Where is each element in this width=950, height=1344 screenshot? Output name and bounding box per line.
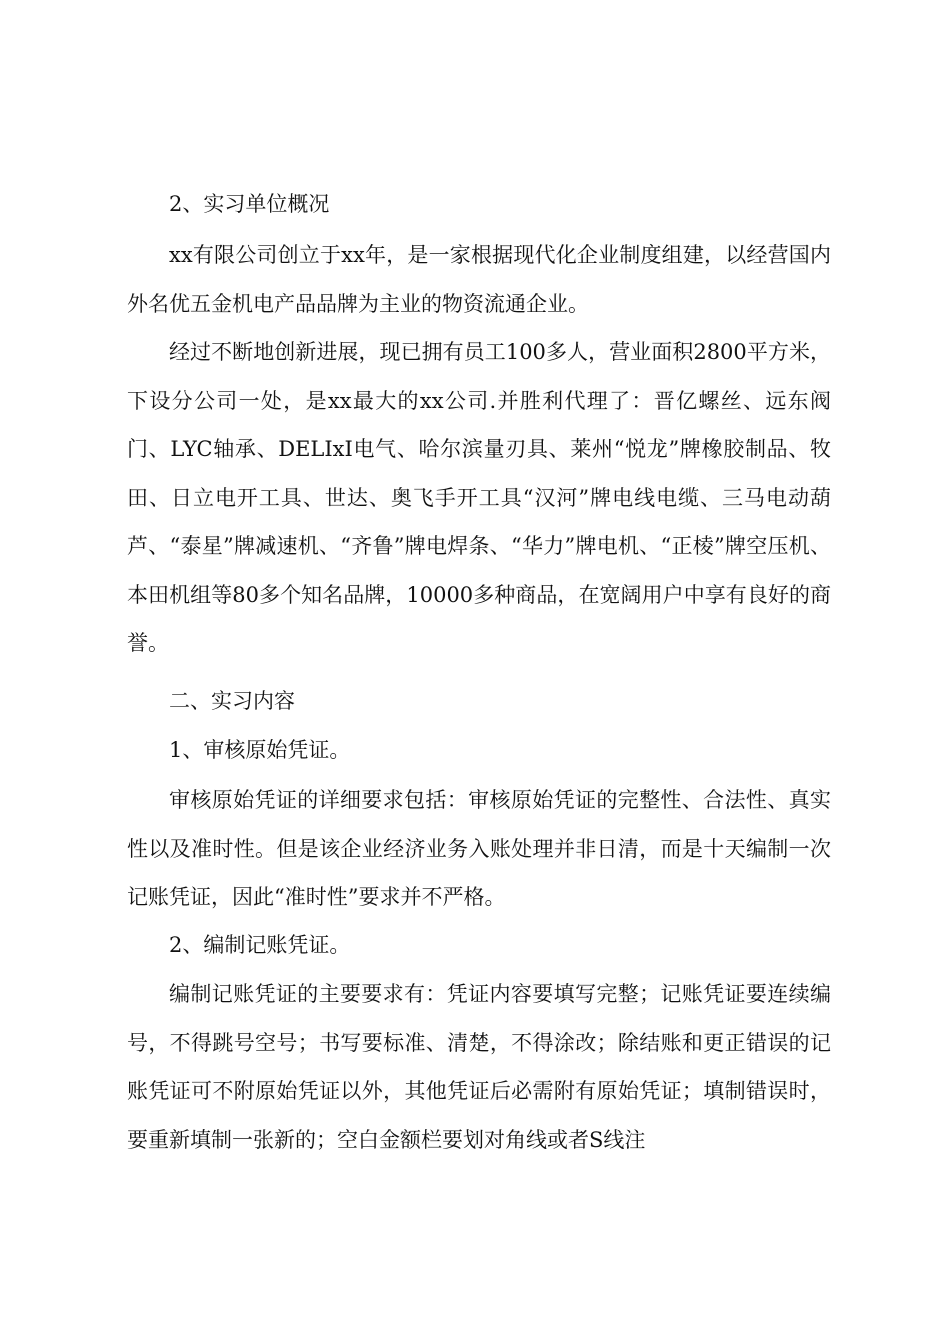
subheading-review-vouchers: 1、审核原始凭证。: [169, 738, 351, 762]
paragraph-company-intro: xx有限公司创立于xx年，是一家根据现代化企业制度组建，以经营国内外名优五金机电产品品牌为主业的物资流通企业。: [127, 243, 831, 316]
paragraph-review-requirements: 审核原始凭证的详细要求包括：审核原始凭证的完整性、合法性、真实性以及准时性。但是该企业经济业务入账处理并非日清，而是十天编制一次记账凭证，因此“准时性”要求并不严格。: [127, 788, 831, 909]
section-heading-unit-overview: 2、实习单位概况: [169, 192, 330, 216]
paragraph-company-development: 经过不断地创新进展，现已拥有员工100多人，营业面积2800平方米，下设分公司一处，是xx最大的xx公司.并胜利代理了：晋亿螺丝、远东阀门、LYC轴承、DELIxI电气、哈尔滨量刃具、莱州“悦龙”牌橡胶制品、牧田、日立电开工具、世达、奥飞手开工具“汉河”牌电线电缆、三马电动葫芦、“泰星”牌减速机、“齐鲁”牌电焊条、“华力”牌电机、“正棱”牌空压机、本田机组等80多个知名品牌，10000多种商品，在宽阔用户中享有良好的商誉。: [127, 340, 831, 655]
section-heading-internship-content: 二、实习内容: [169, 689, 295, 713]
subheading-prepare-vouchers: 2、编制记账凭证。: [169, 933, 351, 957]
paragraph-prepare-requirements: 编制记账凭证的主要要求有：凭证内容要填写完整；记账凭证要连续编号，不得跳号空号；书写要标准、清楚，不得涂改；除结账和更正错误的记账凭证可不附原始凭证以外，其他凭证后必需附有原始凭证；填制错误时，要重新填制一张新的；空白金额栏要划对角线或者S线注: [127, 982, 831, 1152]
